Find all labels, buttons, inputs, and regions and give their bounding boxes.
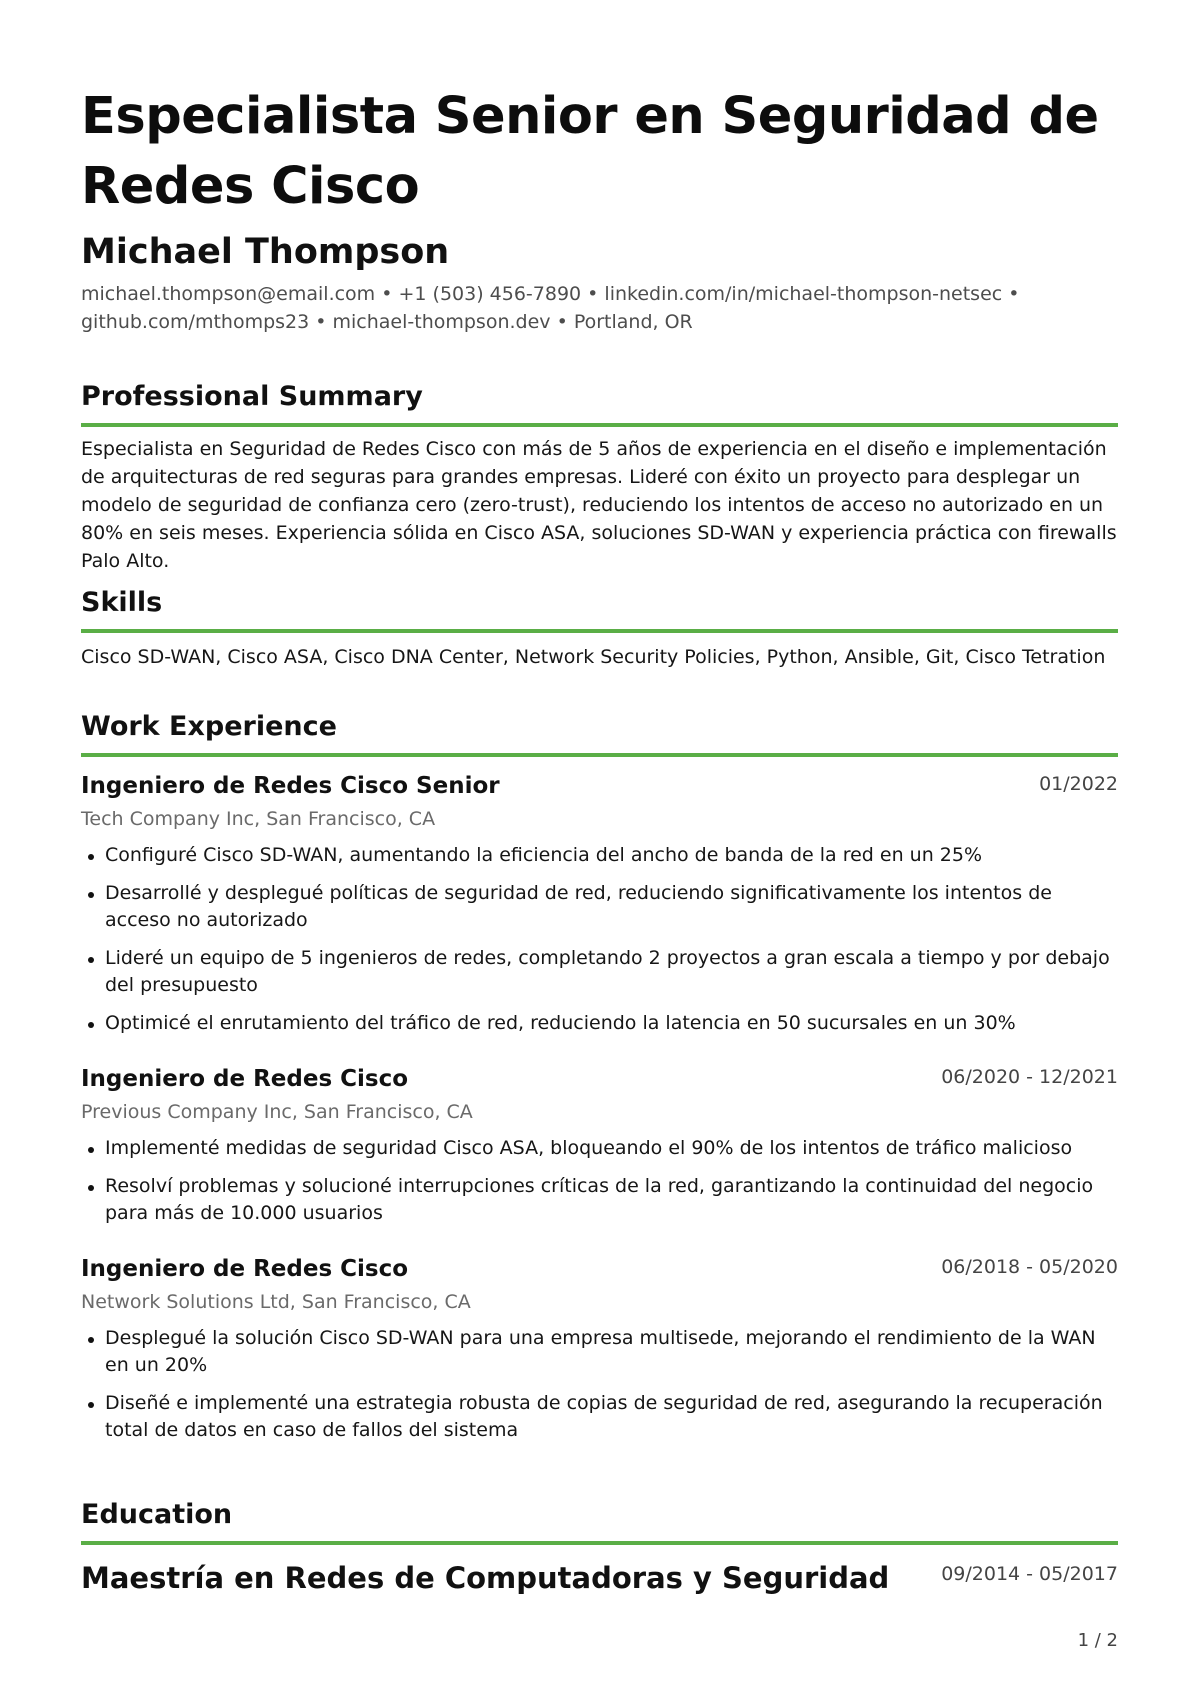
- job-title: Ingeniero de Redes Cisco: [81, 1256, 409, 1282]
- job-entry: [81, 1063, 1118, 1238]
- bullet-item: Resolví problemas y solucioné interrupciones críticas de la red, garantizando la continuidad del negocio para más de 10.000 usuarios: [81, 1173, 1118, 1227]
- section-title: Skills: [81, 587, 163, 618]
- bullet-item: Desarrollé y desplegué políticas de seguridad de red, reduciendo significativamente los intentos de acceso no autorizado: [81, 880, 1118, 934]
- job-title: Ingeniero de Redes Cisco: [81, 1066, 409, 1092]
- education-date: 09/2014 - 05/2017: [941, 1563, 1118, 1585]
- contact-line: michael.thompson@email.com • +1 (503) 456-7890 • linkedin.com/in/michael-thompson-netsec •: [81, 283, 1020, 305]
- section-title: Work Experience: [81, 711, 337, 742]
- job-header: [81, 770, 1118, 802]
- bullet-item: Optimicé el enrutamiento del tráfico de red, reduciendo la latencia en 50 sucursales en un 30%: [81, 1010, 1118, 1037]
- skills-text: Cisco SD-WAN, Cisco ASA, Cisco DNA Center, Network Security Policies, Python, Ansible, Git, Cisco Tetration: [81, 646, 1106, 668]
- page-number: 1 / 2: [1077, 1630, 1118, 1651]
- job-title: Ingeniero de Redes Cisco Senior: [81, 773, 500, 799]
- job-bullets: [81, 842, 1118, 1037]
- bullet-item: Desplegué la solución Cisco SD-WAN para una empresa multisede, mejorando el rendimiento de la WAN en un 20%: [81, 1325, 1118, 1379]
- section-title: Education: [81, 1499, 233, 1530]
- bullet-item: Diseñé e implementé una estrategia robusta de copias de seguridad de red, asegurando la recuperación total de datos en caso de fallos del sistema: [81, 1390, 1118, 1444]
- summary-section-heading: [81, 377, 1118, 427]
- job-date: 01/2022: [1039, 773, 1118, 795]
- skills-section-heading: [81, 583, 1118, 633]
- job-company: Previous Company Inc, San Francisco, CA: [81, 1101, 473, 1123]
- education-section-heading: [81, 1495, 1118, 1545]
- bullet-item: Implementé medidas de seguridad Cisco ASA, bloqueando el 90% de los intentos de tráfico malicioso: [81, 1135, 1118, 1162]
- contact-info: [81, 280, 1118, 336]
- resume-title: Especialista Senior en Seguridad de Redes Cisco: [81, 87, 1099, 216]
- job-header: [81, 1253, 1118, 1285]
- candidate-name: Michael Thompson: [81, 232, 450, 272]
- education-entry: [81, 1558, 1118, 1598]
- summary-text: Especialista en Seguridad de Redes Cisco con más de 5 años de experiencia en el diseño e implementación de arquitecturas de red seguras para grandes empresas. Lideré con éxito un proyecto para desplegar un modelo de seguridad de confianza cero (zero-trust), reduciendo los intentos de acceso no autorizado en un 80% en seis meses. Experiencia sólida en Cisco ASA, soluciones SD-WAN y experiencia práctica con firewalls Palo Alto.: [81, 438, 1117, 572]
- contact-line: github.com/mthomps23 • michael-thompson.dev • Portland, OR: [81, 311, 693, 333]
- job-company: Tech Company Inc, San Francisco, CA: [81, 808, 436, 830]
- job-date: 06/2018 - 05/2020: [941, 1256, 1118, 1278]
- job-bullets: [81, 1325, 1118, 1444]
- section-title: Professional Summary: [81, 381, 423, 412]
- job-header: [81, 1063, 1118, 1095]
- job-entry: [81, 1253, 1118, 1455]
- experience-section-heading: [81, 707, 1118, 757]
- job-bullets: [81, 1135, 1118, 1227]
- degree-title: Maestría en Redes de Computadoras y Seguridad: [81, 1561, 890, 1595]
- job-date: 06/2020 - 12/2021: [941, 1066, 1118, 1088]
- job-company: Network Solutions Ltd, San Francisco, CA: [81, 1291, 471, 1313]
- bullet-item: Lideré un equipo de 5 ingenieros de redes, completando 2 proyectos a gran escala a tiempo y por debajo del presupuesto: [81, 945, 1118, 999]
- job-entry: [81, 770, 1118, 1048]
- bullet-item: Configuré Cisco SD-WAN, aumentando la eficiencia del ancho de banda de la red en un 25%: [81, 842, 1118, 869]
